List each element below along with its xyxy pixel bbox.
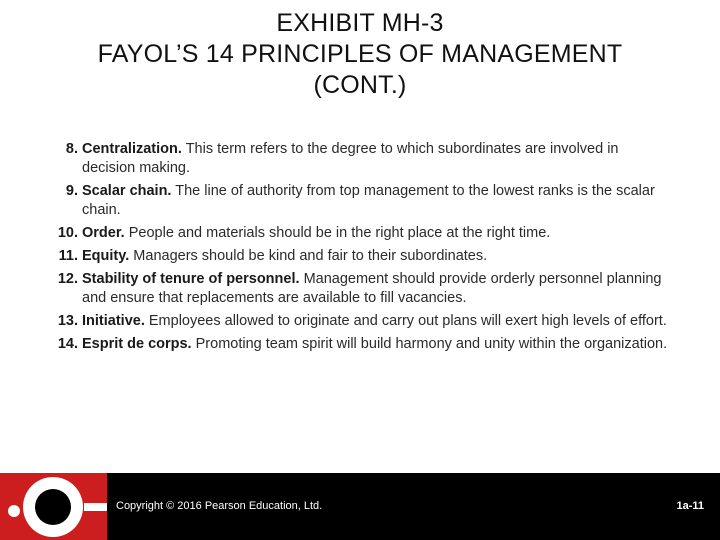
logo-inner-circle <box>35 489 71 525</box>
principle-text <box>82 140 670 178</box>
title-line-3: (CONT.) <box>313 71 407 99</box>
principle-description: Managers should be kind and fair to their subordinates. <box>133 248 488 264</box>
principle-description: The line of authority from top management to the lowest ranks is the scalar chain. <box>82 183 655 218</box>
principle-description: Management should provide orderly personnel planning and ensure that replacements are available to fill vacancies. <box>82 271 662 306</box>
principle-item <box>50 224 670 243</box>
principle-text <box>82 270 670 308</box>
principle-number: 8. <box>65 141 78 157</box>
principle-description: Promoting team spirit will build harmony and unity within the organization. <box>195 336 668 352</box>
principle-text <box>82 182 670 220</box>
principle-number: 12. <box>57 271 78 287</box>
logo-bar <box>84 503 107 511</box>
slide-title <box>0 8 720 101</box>
principle-number: 9. <box>65 183 78 199</box>
principle-item <box>50 140 670 178</box>
principle-number: 13. <box>57 313 78 329</box>
principle-description: People and materials should be in the right place at the right time. <box>128 225 551 241</box>
principle-item <box>50 270 670 308</box>
principle-term: Scalar chain. <box>82 183 172 199</box>
principle-item <box>50 312 670 331</box>
principle-text <box>82 312 670 331</box>
footer-bar <box>0 473 720 540</box>
title-line-1: EXHIBIT MH-3 <box>276 9 444 37</box>
logo-dot <box>8 505 20 517</box>
principle-description: This term refers to the degree to which subordinates are involved in decision making. <box>82 141 619 176</box>
principle-term: Order. <box>82 225 125 241</box>
slide-number: 1a-11 <box>676 500 704 512</box>
principle-term: Initiative. <box>82 313 145 329</box>
title-line-2: FAYOL’S 14 PRINCIPLES OF MANAGEMENT <box>97 40 623 68</box>
principle-text <box>82 335 670 354</box>
principle-term: Stability of tenure of personnel. <box>82 271 300 287</box>
logo-ring <box>23 477 83 537</box>
copyright-text: Copyright © 2016 Pearson Education, Ltd. <box>116 500 323 512</box>
pearson-logo-icon <box>0 473 107 540</box>
principle-number: 10. <box>57 225 78 241</box>
principle-number: 11. <box>58 248 78 264</box>
principle-term: Equity. <box>82 248 130 264</box>
principle-description: Employees allowed to originate and carry out plans will exert high levels of effort. <box>148 313 667 329</box>
principle-term: Esprit de corps. <box>82 336 192 352</box>
principle-item <box>50 335 670 354</box>
principle-text <box>82 224 670 243</box>
principle-item <box>50 182 670 220</box>
principles-list <box>50 140 670 358</box>
principle-number: 14. <box>57 336 78 352</box>
principle-term: Centralization. <box>82 141 182 157</box>
principle-item <box>50 247 670 266</box>
principle-text <box>82 247 670 266</box>
